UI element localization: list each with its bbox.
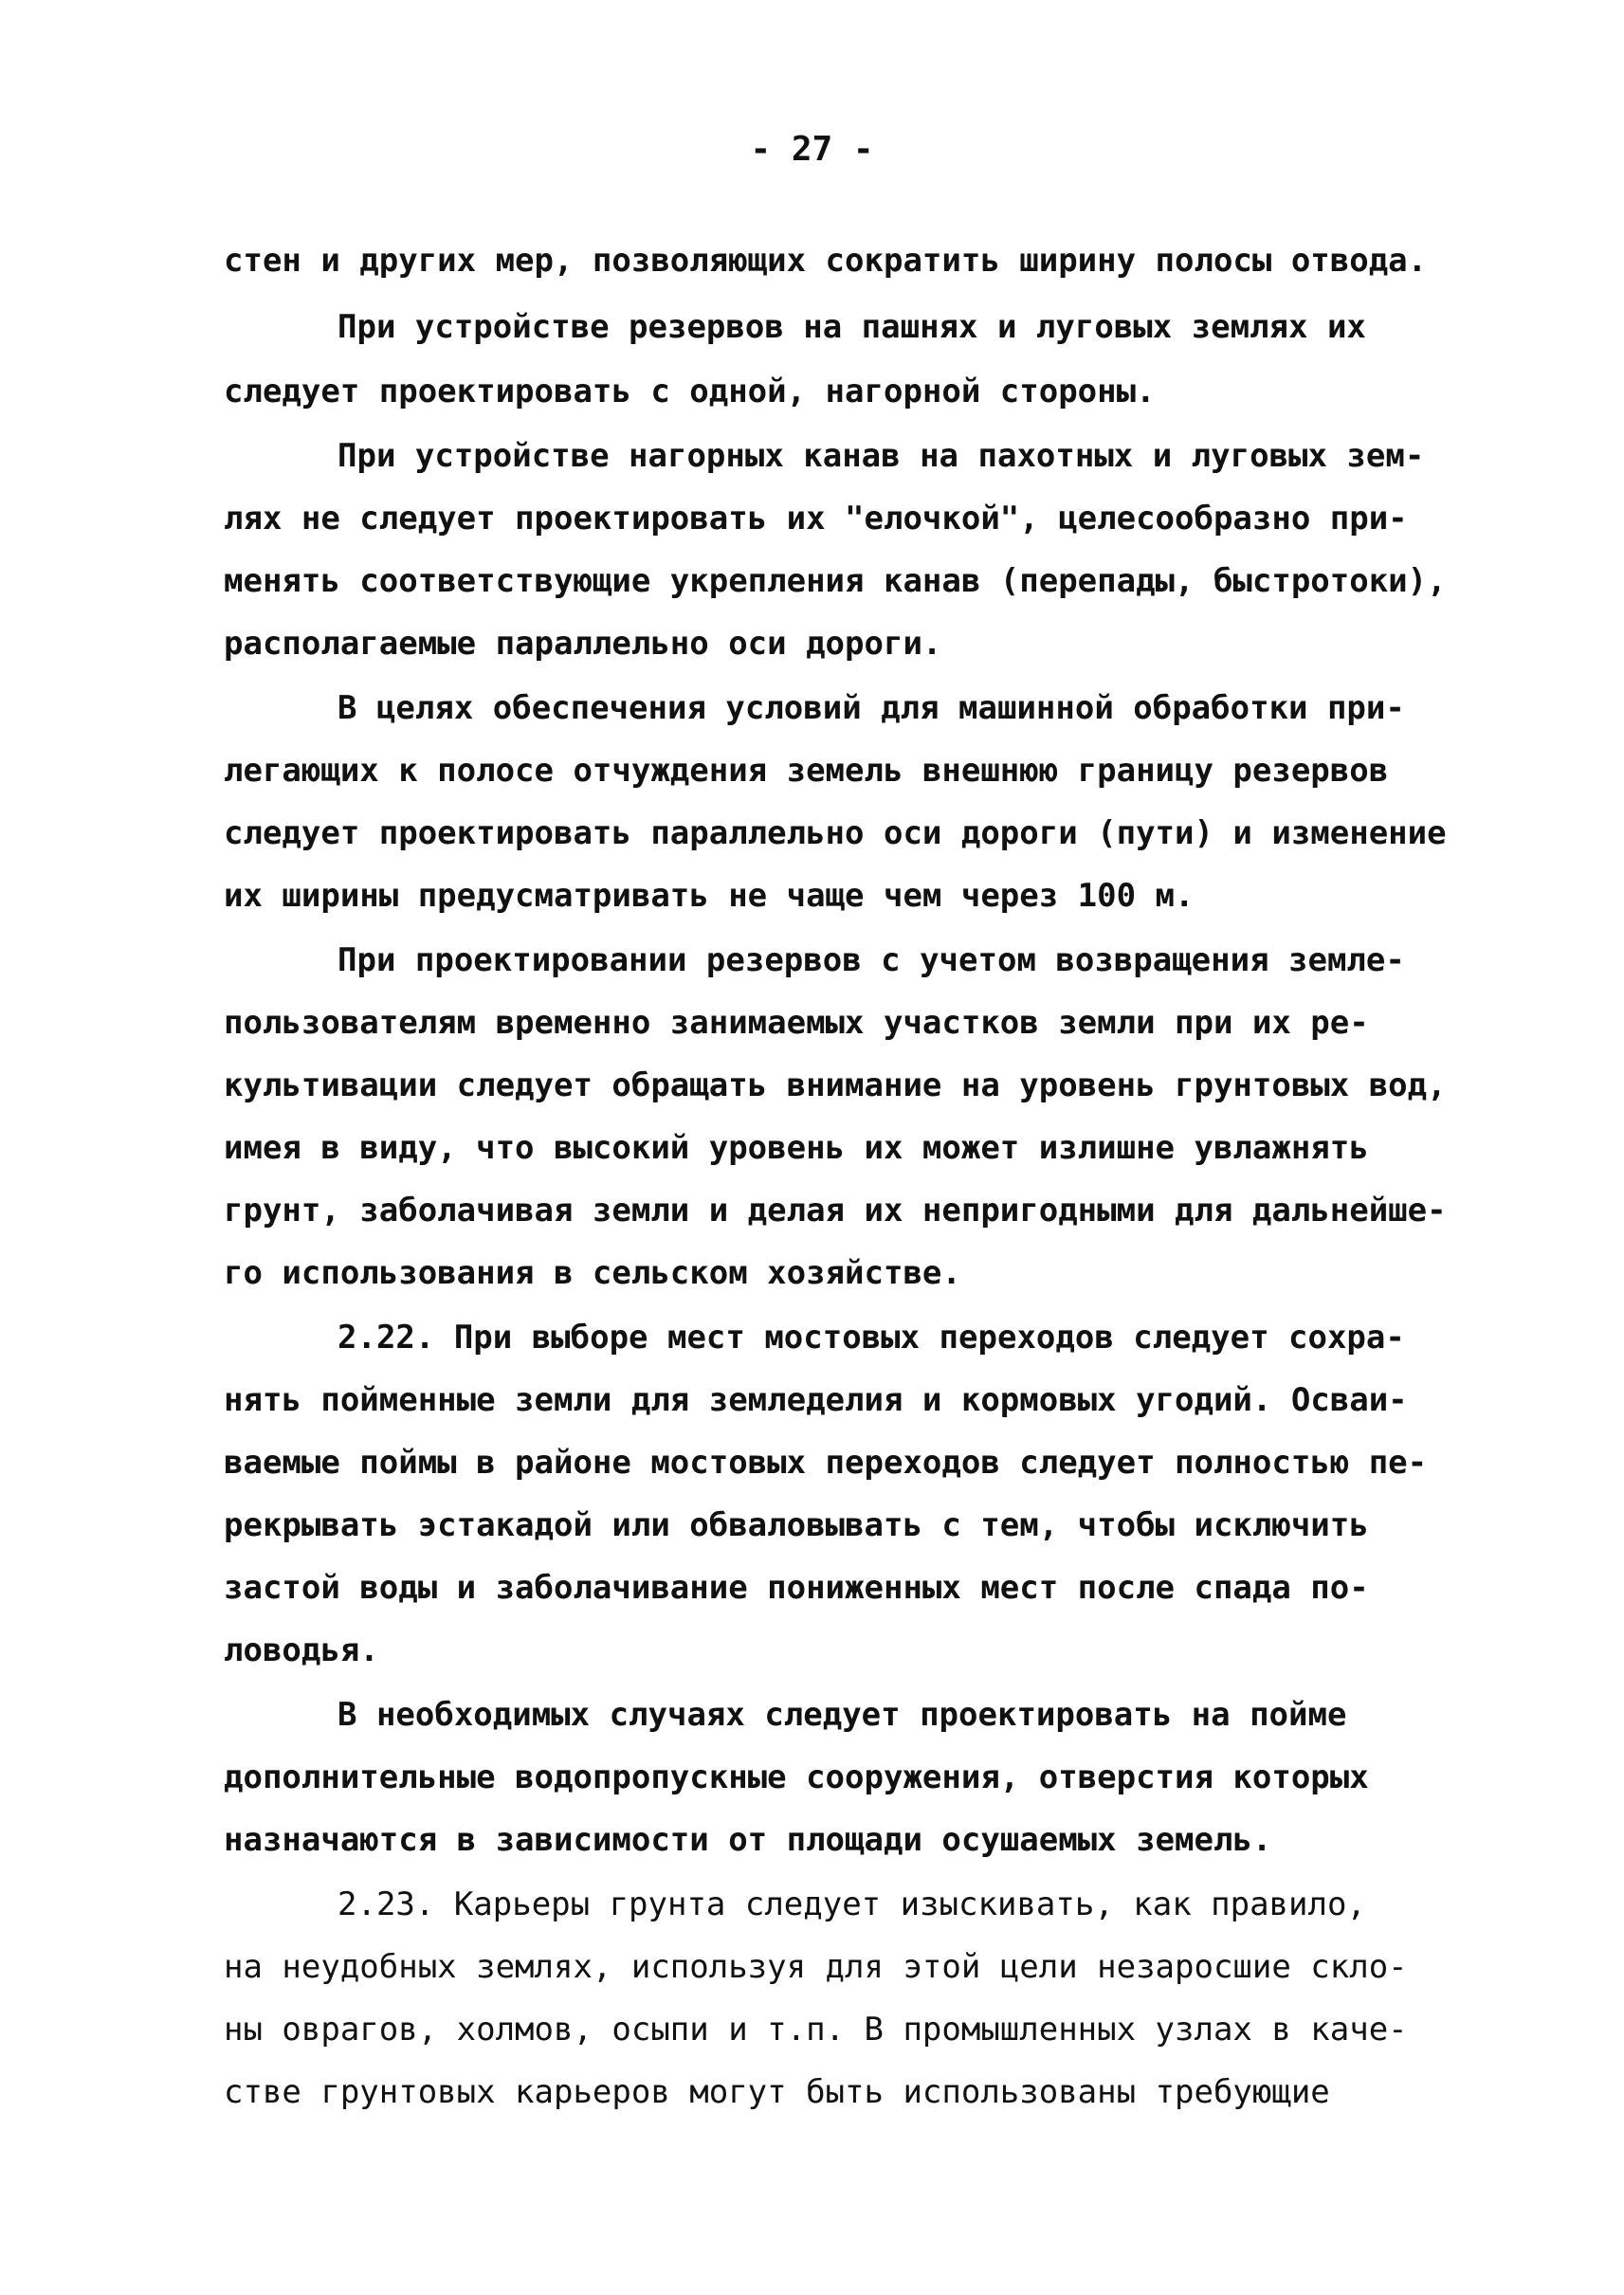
text-line: ваемые поймы в районе мостовых переходов следует полностью пе- (224, 1444, 1428, 1482)
text-line: располагаемые параллельно оси дороги. (224, 625, 942, 663)
text-line: менять соответствующие укрепления канав (перепады, быстротоки), (224, 562, 1447, 600)
text-line: назначаются в зависимости от площади осушаемых земель. (224, 1821, 1272, 1859)
text-line: грунт, заболачивая земли и делая их непригодными для дальнейше- (224, 1192, 1447, 1229)
text-line: дополнительные водопропускные сооружения, отверстия которых (224, 1758, 1369, 1796)
page-number: - 27 - (750, 130, 874, 169)
text-line: При проектировании резервов с учетом возвращения земле- (338, 941, 1405, 979)
text-line: При устройстве нагорных канав на пахотных и луговых зем- (338, 437, 1425, 475)
text-line: стве грунтовых карьеров могут быть использованы требующие (224, 2073, 1330, 2111)
text-line: имея в виду, что высокий уровень их может излишне увлажнять (224, 1129, 1369, 1167)
text-line: легающих к полосе отчуждения земель внешнюю границу резервов (224, 752, 1389, 790)
text-line: следует проектировать параллельно оси дороги (пути) и изменение (224, 814, 1447, 852)
text-line: стен и других мер, позволяющих сократить ширину полосы отвода. (224, 242, 1428, 280)
text-line: на неудобных землях, используя для этой цели незаросшие скло- (224, 1948, 1408, 1986)
text-line: В необходимых случаях следует проектировать на пойме (338, 1696, 1347, 1734)
text-line: ловодья. (224, 1631, 379, 1669)
text-line: культивации следует обращать внимание на уровень грунтовых вод, (224, 1066, 1447, 1104)
text-line: ны оврагов, холмов, осыпи и т.п. В промышленных узлах в каче- (224, 2011, 1408, 2049)
text-line: нять пойменные земли для земледелия и кормовых угодий. Осваи- (224, 1381, 1408, 1419)
text-line: следует проектировать с одной, нагорной стороны. (224, 373, 1156, 410)
text-line: 2.23. Карьеры грунта следует изыскивать, как правило, (338, 1885, 1366, 1923)
text-line: При устройстве резервов на пашнях и луговых землях их (338, 308, 1366, 346)
text-line: застой воды и заболачивание пониженных мест после спада по- (224, 1569, 1369, 1607)
text-line: их ширины предусматривать не чаще чем через 100 м. (224, 877, 1195, 915)
text-line: рекрывать эстакадой или обваловывать с тем, чтобы исключить (224, 1506, 1369, 1544)
text-line: го использования в сельском хозяйстве. (224, 1254, 961, 1292)
text-line: 2.22. При выборе мест мостовых переходов следует сохра- (338, 1319, 1405, 1357)
text-line: В целях обеспечения условий для машинной обработки при- (338, 689, 1405, 727)
text-line: лях не следует проектировать их "елочкой", целесообразно при- (224, 500, 1408, 537)
text-line: пользователям временно занимаемых участков земли при их ре- (224, 1004, 1369, 1042)
